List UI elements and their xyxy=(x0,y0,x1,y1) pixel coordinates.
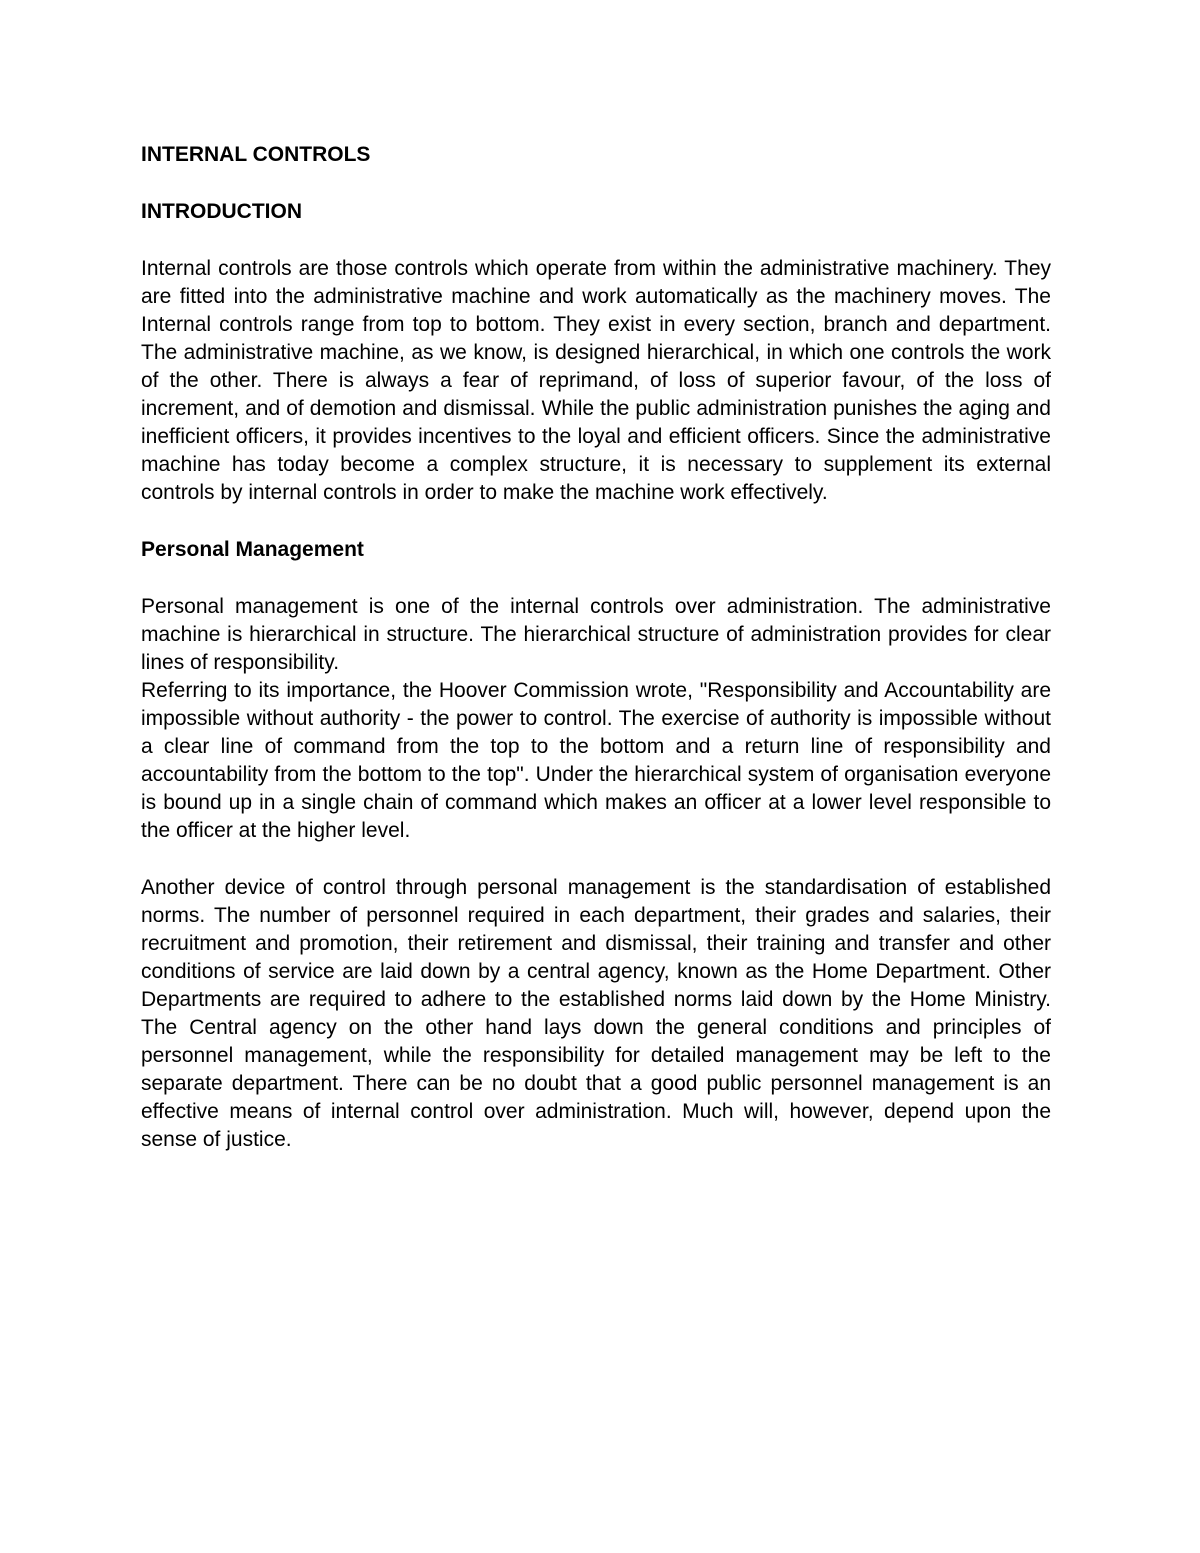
document-body xyxy=(141,141,1051,1154)
personal-management-paragraph-1: Personal management is one of the internal controls over administration. The administrative machine is hierarchical in structure. The hierarchical structure of administration provides for clear lines of responsibility. xyxy=(141,595,1051,674)
personal-management-paragraph-2: Referring to its importance, the Hoover Commission wrote, "Responsibility and Accountability are impossible without authority - the power to control. The exercise of authority is impossible without a clear line of command from the top to the bottom and a return line of responsibility and accountability from the bottom to the top". Under the hierarchical system of organisation everyone is bound up in a single chain of command which makes an officer at a lower level responsible to the officer at the higher level. xyxy=(141,679,1051,842)
document-title: INTERNAL CONTROLS xyxy=(141,143,371,166)
personal-management-paragraph-3: Another device of control through personal management is the standardisation of established norms. The number of personnel required in each department, their grades and salaries, their recruitment and promotion, their retirement and dismissal, their training and transfer and other conditions of service are laid down by a central agency, known as the Home Department. Other Departments are required to adhere to the established norms laid down by the Home Ministry. The Central agency on the other hand lays down the general conditions and principles of personnel management, while the responsibility for detailed management may be left to the separate department. There can be no doubt that a good public personnel management is an effective means of internal control over administration. Much will, however, depend upon the sense of justice. xyxy=(141,876,1051,1151)
introduction-paragraph: Internal controls are those controls which operate from within the administrative machinery. They are fitted into the administrative machine and work automatically as the machinery moves. The Internal controls range from top to bottom. They exist in every section, branch and department. The administrative machine, as we know, is designed hierarchical, in which one controls the work of the other. There is always a fear of reprimand, of loss of superior favour, of the loss of increment, and of demotion and dismissal. While the public administration punishes the aging and inefficient officers, it provides incentives to the loyal and efficient officers. Since the administrative machine has today become a complex structure, it is necessary to supplement its external controls by internal controls in order to make the machine work effectively. xyxy=(141,257,1051,504)
section-heading-personal-management: Personal Management xyxy=(141,538,364,561)
section-heading-introduction: INTRODUCTION xyxy=(141,200,302,223)
